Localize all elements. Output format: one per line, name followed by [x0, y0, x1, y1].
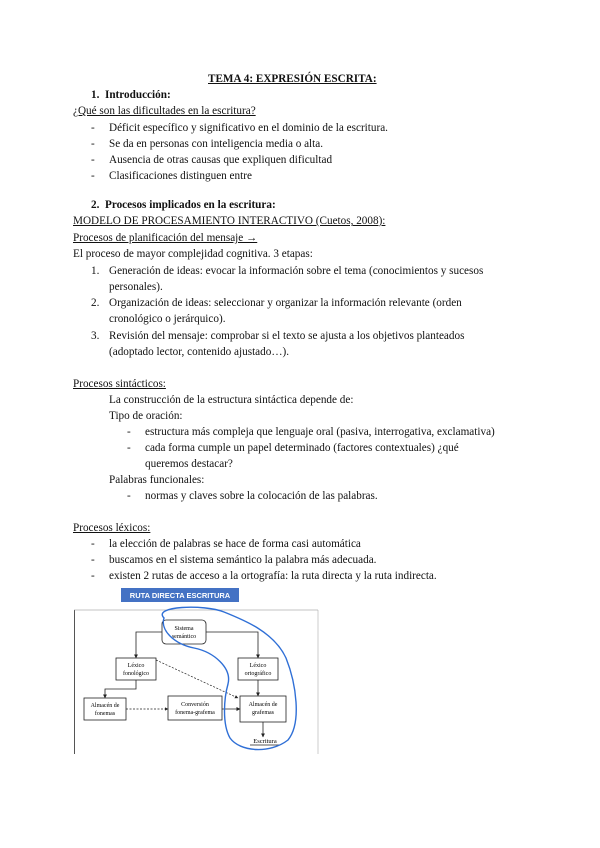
list-item: estructura más compleja que lenguaje oral (pasiva, interrogativa, exclamativa) [145, 426, 495, 438]
phonological-lexicon-label: Léxico [127, 663, 145, 669]
diagram-banner-text: RUTA DIRECTA ESCRITURA [129, 591, 231, 600]
conversion-box [168, 696, 222, 720]
planning-intro: El proceso de mayor complejidad cognitiva. 3 etapas: [73, 248, 313, 260]
conversion-label: fonema-grafema [175, 710, 215, 716]
step-text: Organización de ideas: seleccionar y organizar la información relevante (orden [109, 297, 462, 309]
model-title: MODELO DE PROCESAMIENTO INTERACTIVO (Cuetos, 2008): [73, 215, 386, 227]
phoneme-store-label: fonemas [94, 711, 116, 717]
semantic-system-label: Sistema [174, 626, 194, 632]
step-number: 3. [91, 330, 100, 342]
section-2-heading: 2. Procesos implicados en la escritura: [91, 199, 276, 211]
list-item: la elección de palabras se hace de forma casi automática [109, 538, 361, 550]
planning-title: Procesos de planificación del mensaje → [73, 232, 258, 244]
list-item: existen 2 rutas de acceso a la ortografía: la ruta directa y la ruta indirecta. [109, 570, 437, 582]
list-item: Déficit específico y significativo en el dominio de la escritura. [109, 122, 388, 134]
grapheme-store-label: Almacén de [248, 702, 278, 708]
step-text: cronológico o jerárquico). [109, 313, 226, 325]
bullet-dash: - [91, 138, 95, 150]
function-words-label: Palabras funcionales: [109, 474, 205, 486]
semantic-system-label: semántico [171, 634, 197, 640]
list-item: normas y claves sobre la colocación de las palabras. [145, 490, 378, 502]
lexical-title: Procesos léxicos: [73, 522, 151, 534]
bullet-dash: - [91, 570, 95, 582]
list-item: Se da en personas con inteligencia media o alta. [109, 138, 324, 150]
page-title: TEMA 4: EXPRESIÓN ESCRITA: [208, 73, 377, 85]
list-item: Clasificaciones distinguen entre [109, 170, 252, 182]
step-text: Generación de ideas: evocar la información sobre el tema (conocimientos y sucesos [109, 265, 484, 277]
orthographic-lexicon-label: ortográfico [244, 671, 272, 677]
list-item: queremos destacar? [145, 458, 233, 470]
bullet-dash: - [91, 154, 95, 166]
list-item: cada forma cumple un papel determinado (factores contextuales) ¿qué [145, 442, 459, 454]
step-text: Revisión del mensaje: comprobar si el texto se ajusta a los objetivos planteados [109, 330, 465, 342]
section-1-question: ¿Qué son las dificultades en la escritura? [73, 105, 256, 117]
sentence-type-label: Tipo de oración: [109, 410, 183, 422]
section-1-heading: 1. Introducción: [91, 89, 171, 101]
list-item: buscamos en el sistema semántico la palabra más adecuada. [109, 554, 377, 566]
grapheme-store-label: grafemas [252, 710, 274, 716]
phoneme-store-label: Almacén de [90, 703, 120, 709]
step-number: 1. [91, 265, 100, 277]
list-item: Ausencia de otras causas que expliquen dificultad [109, 154, 333, 166]
bullet-dash: - [91, 538, 95, 550]
bullet-dash: - [91, 170, 95, 182]
bullet-dash: - [127, 426, 131, 438]
writing-label: Escritura [253, 738, 277, 745]
conversion-label: Conversión [181, 702, 209, 708]
bullet-dash: - [91, 554, 95, 566]
direct-route-diagram [74, 588, 319, 754]
bullet-dash: - [127, 490, 131, 502]
grapheme-store-box [240, 696, 286, 722]
bullet-dash: - [91, 122, 95, 134]
step-text: (adoptado lector, contenido ajustado…). [109, 346, 290, 358]
semantic-system-box [162, 620, 206, 644]
step-text: personales). [109, 281, 163, 293]
bullet-dash: - [127, 442, 131, 454]
syntactic-title: Procesos sintácticos: [73, 378, 166, 390]
step-number: 2. [91, 297, 100, 309]
orthographic-lexicon-label: Léxico [249, 663, 267, 669]
syntactic-intro: La construcción de la estructura sintáctica depende de: [109, 394, 354, 406]
phonological-lexicon-label: fonológico [123, 671, 149, 677]
